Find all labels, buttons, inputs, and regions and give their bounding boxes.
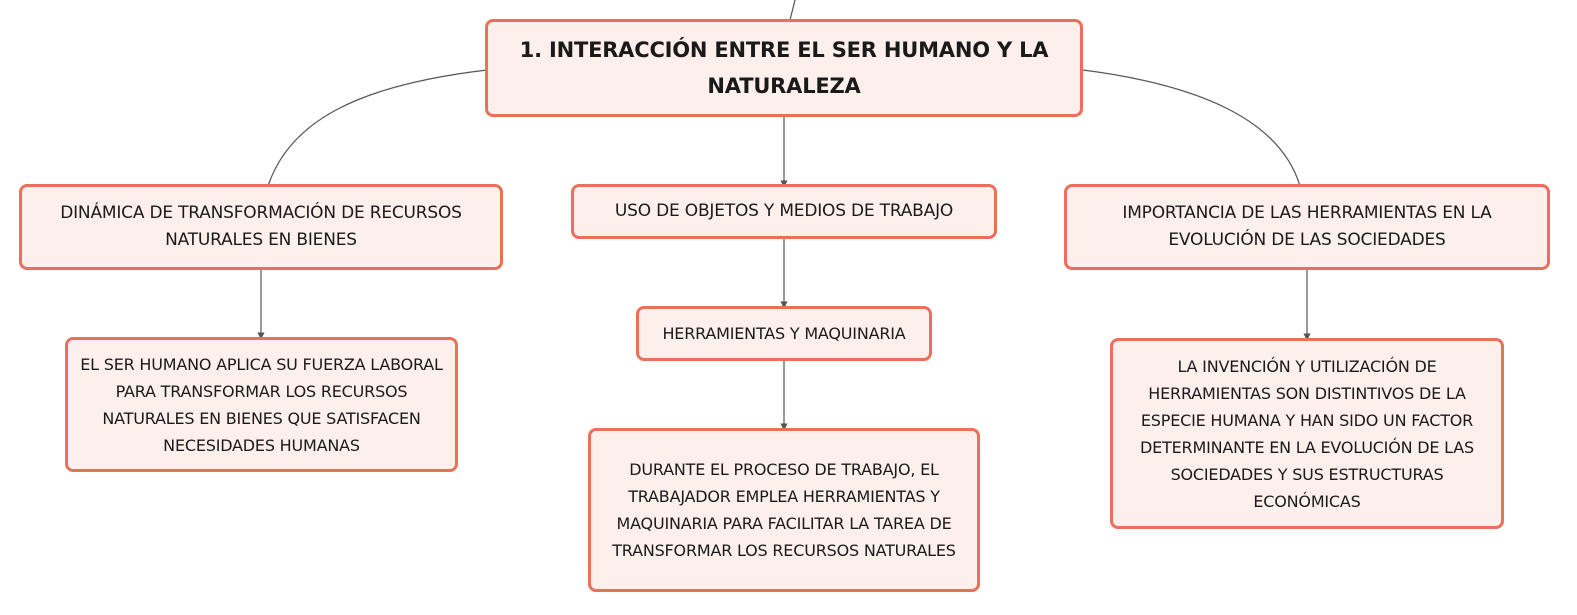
- branch-node-objetos-medios[interactable]: [571, 184, 997, 239]
- branch-node-transformacion[interactable]: [19, 184, 503, 270]
- connector-root-to-left: [268, 70, 487, 186]
- root-node[interactable]: [485, 19, 1083, 117]
- branch-node-importancia-herramientas[interactable]: [1064, 184, 1550, 270]
- child-node-invencion-herramientas[interactable]: [1110, 338, 1504, 529]
- child-node-invencion-herramientas-text: LA INVENCIÓN Y UTILIZACIÓN DE HERRAMIENTAS SON DISTINTIVOS DE LA ESPECIE HUMANA Y HAN SIDO UN FACTOR DETERMINANTE EN LA EVOLUCIÓN DE LAS SOCIEDADES Y SUS ESTRUCTURAS ECONÓMICAS: [1140, 356, 1474, 511]
- child-node-proceso-trabajo-text: DURANTE EL PROCESO DE TRABAJO, EL TRABAJADOR EMPLEA HERRAMIENTAS Y MAQUINARIA PARA FACILITAR LA TAREA DE TRANSFORMAR LOS RECURSOS NATURALES: [612, 460, 956, 560]
- child-node-proceso-trabajo[interactable]: [588, 428, 980, 592]
- branch-node-objetos-medios-text: USO DE OBJETOS Y MEDIOS DE TRABAJO: [614, 201, 954, 221]
- root-node-text: 1. INTERACCIÓN ENTRE EL SER HUMANO Y LA NATURALEZA: [519, 38, 1049, 98]
- child-node-fuerza-laboral[interactable]: [65, 337, 458, 472]
- child-node-herramientas-maquinaria[interactable]: [636, 306, 932, 361]
- connector-root-to-right: [1083, 70, 1300, 186]
- branch-node-importancia-herramientas-text: IMPORTANCIA DE LAS HERRAMIENTAS EN LA EVOLUCIÓN DE LAS SOCIEDADES: [1122, 203, 1492, 250]
- child-node-herramientas-maquinaria-text: HERRAMIENTAS Y MAQUINARIA: [662, 324, 906, 343]
- branch-node-transformacion-text: DINÁMICA DE TRANSFORMACIÓN DE RECURSOS NATURALES EN BIENES: [60, 203, 462, 250]
- child-node-fuerza-laboral-text: EL SER HUMANO APLICA SU FUERZA LABORAL PARA TRANSFORMAR LOS RECURSOS NATURALES EN BIENES QUE SATISFACEN NECESIDADES HUMANAS: [80, 354, 443, 455]
- connector-top-incoming: [790, 0, 795, 20]
